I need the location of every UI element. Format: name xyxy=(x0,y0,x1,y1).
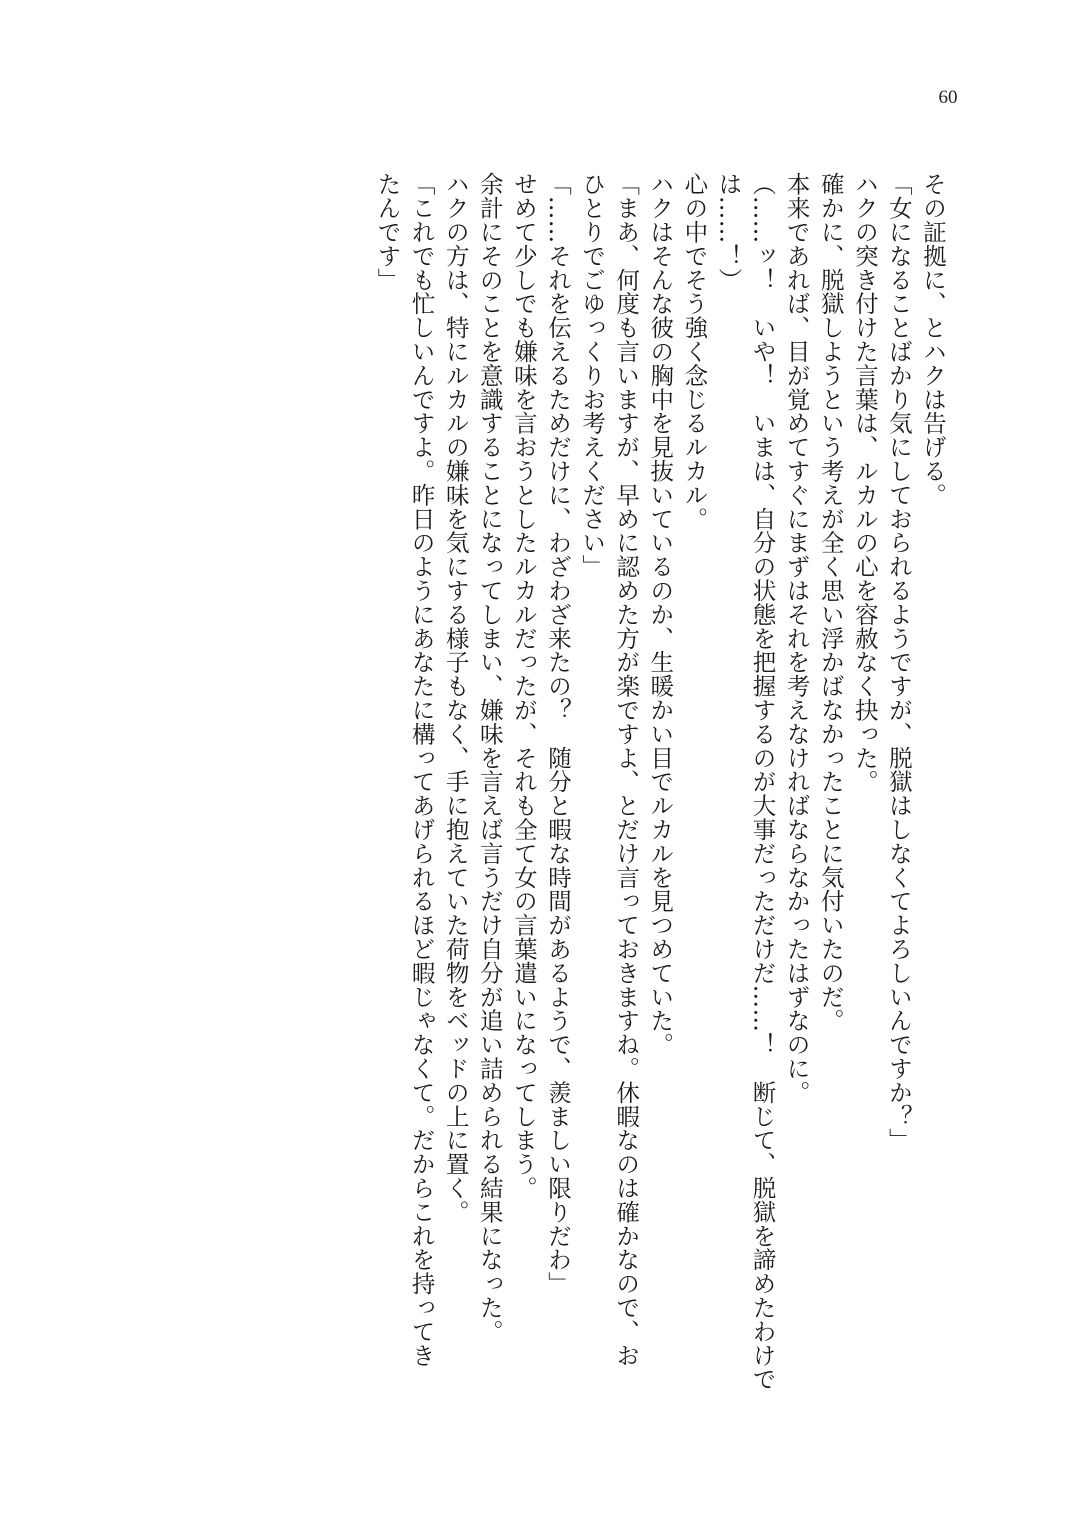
text-line: せめて少しでも嫌味を言おうとしたルカルだったが、それも全て女の言葉遣いになってしまう。 xyxy=(509,172,538,1200)
text-line: 「まあ、何度も言いますが、早めに認めた方が楽ですよ、とだけ言っておきますね。休暇なのは確かなので、お xyxy=(612,172,641,1367)
page-number: 60 xyxy=(938,87,958,108)
text-line: 「……それを伝えるためだけに、わざわざ来たの？ 随分と暇な時間があるようで、羨ましい限りだわ」 xyxy=(543,172,572,1296)
text-line: その証拠に、とハクは告げる。 xyxy=(919,172,947,507)
text-line: 確かに、脱獄しようという考えが全く思い浮かばなかったことに気付いたのだ。 xyxy=(816,172,845,1033)
text-line: 「女になることばかり気にしておられるようですが、脱獄はしなくてよろしいんですか？」 xyxy=(884,172,913,1152)
text-line: ハクの方は、特にルカルの嫌味を気にする様子もなく、手に抱えていた荷物をベッドの上に置く。 xyxy=(441,172,470,1224)
text-line: ハクはそんな彼の胸中を見抜いているのか、生暖かい目でルカルを見つめていた。 xyxy=(646,172,675,1057)
text-line: 本来であれば、目が覚めてすぐにまずはそれを考えなければならなかったはずなのに。 xyxy=(782,172,811,1105)
text-line: は……！） xyxy=(714,172,743,292)
novel-body-text xyxy=(370,172,950,1391)
text-line: （……ッ！ いや！ いまは、自分の状態を把握するのが大事だっただけだ……！ 断じて、脱獄を諦めたわけで xyxy=(748,172,777,1391)
text-line: たんです」 xyxy=(373,172,402,292)
text-line: 余計にそのことを意識することになってしまい、嫌味を言えば言うだけ自分が追い詰められる結果になった。 xyxy=(475,172,504,1344)
text-line: 「これでも忙しいんですよ。昨日のようにあなたに構ってあげられるほど暇じゃなくて。だからこれを持ってき xyxy=(407,172,436,1367)
text-line: 心の中でそう強く念じるルカル。 xyxy=(680,172,709,531)
text-line: ひとりでごゆっくりお考えください」 xyxy=(578,172,607,579)
text-line: ハクの突き付けた言葉は、ルカルの心を容赦なく抉った。 xyxy=(850,172,879,794)
